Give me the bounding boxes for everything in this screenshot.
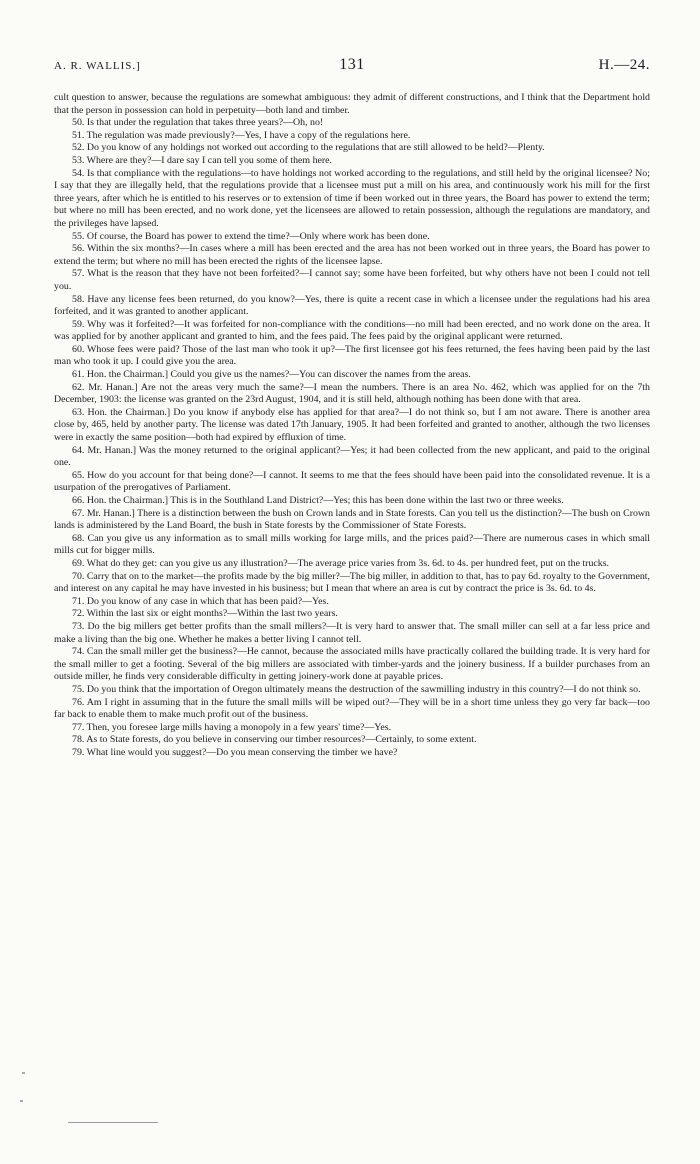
qa-paragraph: 74. Can the small miller get the business?—He cannot, because the associated mills have practically collared the building trade. It is very hard for the small miller to get a footing. Several of the big millers are associated with timber-yards and the joinery business. If a builder purchases from an outside miller, he finds very considerable difficulty in getting joinery-work done at payable prices. bbox=[54, 646, 650, 683]
qa-paragraph: 76. Am I right in assuming that in the future the small mills will be wiped out?—They will be in a short time unless they go very far back—too far back to enable them to make much profit out of the business. bbox=[54, 696, 650, 721]
qa-paragraph: 57. What is the reason that they have not been forfeited?—I cannot say; some have been forfeited, but why others have not been I could not tell you. bbox=[54, 268, 650, 292]
qa-paragraph: 58. Have any license fees been returned, do you know?—Yes, there is quite a recent case in which a licensee under the regulations had his area forfeited, and it was granted to another applicant. bbox=[54, 293, 650, 318]
witness-name: A. R. WALLIS.] bbox=[54, 60, 141, 72]
qa-paragraph: 55. Of course, the Board has power to extend the time?—Only where work has been done. bbox=[72, 230, 430, 242]
qa-paragraph: 54. Is that compliance with the regulations—to have holdings not worked according to the regulations, and still held by the original licensee? No; I say that they are illegally held, that the regulations provide that a licensee must put a mill on his area, and continuously work his mill for the first three years, after which he is entitled to his reserves or to extension of time if been worked out in three years, the Board has power to extend the term; but where no mill has been erected, and no work done, yet the licensees are allowed to retain possession, although the regulations are mandatory, and the privileges have lapsed. bbox=[54, 167, 650, 229]
qa-paragraph: 75. Do you think that the importation of Oregon ultimately means the destruction of the sawmilling industry in this country?—I do not think so. bbox=[72, 683, 641, 695]
qa-paragraph: 64. Mr. Hanan.] Was the money returned to the original applicant?—Yes; it had been collected from the new applicant, and paid to the original one. bbox=[54, 444, 650, 469]
qa-paragraph: 59. Why was it forfeited?—It was forfeited for non-compliance with the conditions—no mill had been erected, and no work done on the area. It was applied for by another applicant and granted to him, and the fees paid. The fees paid by the original applicant were returned. bbox=[54, 318, 650, 343]
qa-paragraph: 66. Hon. the Chairman.] This is in the Southland Land District?—Yes; this has been done within the last two or three weeks. bbox=[72, 495, 564, 506]
qa-paragraph: 79. What line would you suggest?—Do you mean conserving the timber we have? bbox=[72, 746, 398, 758]
qa-paragraph: 60. Whose fees were paid? Those of the last man who took it up?—The first licensee got his fees returned, the fees having been paid by the last man who took it up. I could give you the area. bbox=[54, 343, 650, 368]
qa-paragraph: 53. Where are they?—I dare say I can tell you some of them here. bbox=[72, 154, 333, 166]
qa-paragraph: 50. Is that under the regulation that takes three years?—Oh, no! bbox=[72, 117, 324, 129]
footer-rule bbox=[68, 1122, 158, 1123]
document-body bbox=[54, 92, 650, 759]
qa-paragraph: 69. What do they get: can you give us any illustration?—The average price varies from 3s. 6d. to 4s. per hundred feet, put on the trucks. bbox=[72, 557, 610, 569]
qa-paragraph: 52. Do you know of any holdings not worked out according to the regulations that are still allowed to be held?—Plenty. bbox=[72, 142, 545, 154]
qa-paragraph: 72. Within the last six or eight months?—Within the last two years. bbox=[72, 608, 338, 620]
qa-paragraph: 62. Mr. Hanan.] Are not the areas very much the same?—I mean the numbers. There is an area No. 462, which was applied for on the 7th December, 1903: the license was granted on the 23rd August, 1904, and it is still held, although nothing has been done with that area. bbox=[54, 381, 650, 406]
page-number: 131 bbox=[339, 56, 365, 73]
qa-paragraph: 77. Then, you foresee large mills having a monopoly in a few years' time?—Yes. bbox=[72, 721, 392, 733]
qa-paragraph: 70. Carry that on to the market—the profits made by the big miller?—The big miller, in addition to that, has to pay 6d. royalty to the Government, and interest on any capital he may have invested in his business; but I mean that where an area is cut by contract the price is 3s. 6d. to 4s. bbox=[54, 570, 650, 595]
document-code: H.—24. bbox=[598, 57, 650, 73]
scan-speck bbox=[22, 1072, 25, 1074]
qa-paragraph: 51. The regulation was made previously?—Yes, I have a copy of the regulations here. bbox=[72, 129, 411, 141]
qa-paragraph: 67. Mr. Hanan.] There is a distinction between the bush on Crown lands and in State forests. Can you tell us the distinction?—The bush on Crown lands is administered by the Land Board, the bush in State forests by the Commissioner of State Forests. bbox=[54, 507, 650, 532]
qa-paragraph: 78. As to State forests, do you believe in conserving our timber resources?—Certainly, to some extent. bbox=[72, 734, 477, 746]
qa-paragraph: 61. Hon. the Chairman.] Could you give us the names?—You can discover the names from the areas. bbox=[72, 369, 471, 381]
scan-speck bbox=[20, 1100, 23, 1102]
qa-paragraph: 71. Do you know of any case in which that has been paid?—Yes. bbox=[72, 595, 329, 607]
qa-paragraph: 65. How do you account for that being done?—I cannot. It seems to me that the fees should have been paid into the consolidated revenue. It is a usurpation of the prerogatives of Parliament. bbox=[54, 469, 650, 494]
page-header bbox=[54, 56, 650, 78]
qa-paragraph: 68. Can you give us any information as to small mills working for large mills, and the prices paid?—There are numerous cases in which small mills cut for bigger mills. bbox=[54, 532, 650, 557]
qa-paragraph: 63. Hon. the Chairman.] Do you know if anybody else has applied for that area?—I do not think so, but I am not aware. There is another area close by, 465, held by another party. The license was dated 17th January, 1905. It had been forfeited and granted to another, although the two licenses were in exactly the same position—both had expired by effluxion of time. bbox=[54, 406, 650, 444]
qa-paragraph: cult question to answer, because the regulations are somewhat ambiguous: they admit of different constructions, and I think that the Department hold that the person in possession can hold in perpetuity—both land and timber. bbox=[54, 92, 650, 116]
qa-paragraph: 73. Do the big millers get better profits than the small millers?—It is very hard to answer that. The small miller can sell at a far less price and make a living than the big one. Whether he makes a better living I cannot tell. bbox=[54, 620, 650, 645]
qa-paragraph: 56. Within the six months?—In cases where a mill has been erected and the area has not been worked out in three years, the Board has power to extend the term; but where no mill has been erected the rights of the licensee lapse. bbox=[54, 243, 650, 267]
